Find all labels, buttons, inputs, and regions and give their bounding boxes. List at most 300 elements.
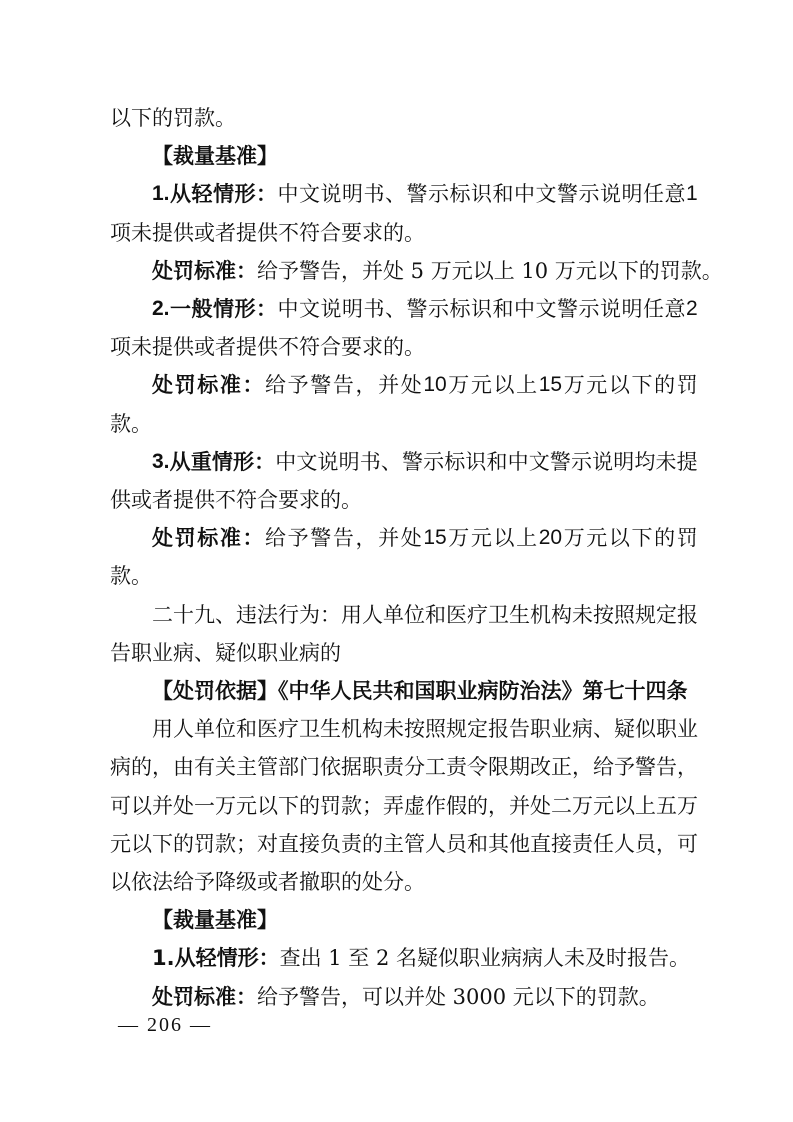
text-run: 款。	[110, 411, 152, 436]
text-run: 构	[362, 717, 383, 742]
text-run: 中	[277, 297, 299, 321]
text-run: 警	[549, 449, 571, 474]
text-run: 以依法给予降级或者撤职的处分。	[110, 870, 425, 894]
text-run: 予	[614, 755, 635, 780]
bold-run: 罚	[174, 373, 196, 398]
text-run: 接	[551, 831, 572, 856]
text-run: 疑	[614, 717, 635, 742]
bold-run: 情	[213, 182, 235, 207]
text-run: 标	[449, 182, 471, 207]
text-run: 其	[488, 831, 509, 856]
text-run: 单	[194, 717, 215, 742]
bold-run: 从	[170, 182, 192, 207]
text-run: 书	[363, 297, 385, 321]
text-run: 二	[152, 602, 173, 627]
text-line	[110, 791, 698, 821]
text-line	[110, 409, 152, 439]
text-run: 警	[310, 373, 332, 398]
text-run: 以	[493, 526, 515, 551]
text-run: 意	[664, 182, 686, 207]
bold-run: 情	[211, 449, 233, 474]
text-run: 告	[656, 755, 677, 780]
text-run: 人	[173, 717, 194, 742]
text-run: 识	[471, 297, 493, 321]
text-run: 示	[423, 449, 445, 474]
text-run: 规	[446, 717, 467, 742]
bold-run: 标	[197, 526, 219, 551]
bold-run: 情	[213, 297, 235, 321]
text-run: 的	[654, 373, 676, 398]
text-run: 照	[614, 602, 635, 627]
text-run: 告	[332, 526, 354, 551]
text-run: 的	[173, 831, 194, 856]
text-run: 定	[467, 717, 488, 742]
text-run: 门	[299, 755, 320, 780]
text-run: 说	[600, 297, 622, 321]
text-run: 他	[509, 831, 530, 856]
text-run: 并	[378, 526, 400, 551]
text-run: 负	[320, 831, 341, 856]
text-line	[110, 218, 425, 248]
text-run: 接	[299, 831, 320, 856]
text-run: 和	[492, 182, 514, 207]
text-line	[152, 256, 723, 286]
text-run: 员	[446, 831, 467, 856]
text-run: 期	[509, 755, 530, 780]
text-run: 10	[423, 373, 447, 397]
text-line	[110, 561, 152, 591]
text-run: 病	[572, 717, 593, 742]
text-run: 说	[317, 449, 339, 474]
bold-run: 形	[233, 449, 255, 474]
text-run: 罚	[676, 526, 698, 551]
text-run: 令	[467, 755, 488, 780]
bold-run: ：	[242, 526, 264, 551]
text-run: 示	[571, 449, 593, 474]
text-run: 识	[465, 449, 487, 474]
text-run: 书	[359, 449, 381, 474]
text-run: 万	[563, 526, 585, 551]
text-run: 罚	[194, 831, 215, 856]
text-run: 警	[310, 526, 332, 551]
bold-run: 处罚标准：	[152, 984, 257, 1009]
text-run: 以	[608, 373, 630, 398]
text-run: 中	[514, 182, 536, 207]
text-line	[152, 676, 688, 706]
text-line	[152, 714, 698, 744]
text-run: 示	[428, 182, 450, 207]
text-run: 给	[265, 373, 287, 398]
text-run: 下	[152, 831, 173, 856]
text-run: ：	[320, 602, 341, 627]
text-run: 中	[277, 182, 299, 207]
text-run: 假	[446, 793, 467, 818]
text-run: 明	[338, 449, 360, 474]
text-run: ，	[572, 755, 593, 780]
text-run: 均	[634, 449, 656, 474]
bold-run: 一	[170, 297, 192, 321]
text-run: 1	[686, 182, 698, 206]
text-run: 予	[287, 526, 309, 551]
text-run: 为	[299, 602, 320, 627]
text-run: 中	[275, 449, 297, 474]
text-run: 用	[341, 602, 362, 627]
text-run: 以	[257, 793, 278, 818]
text-run: 按	[404, 717, 425, 742]
text-run: 直	[530, 831, 551, 856]
text-run: 任	[643, 182, 665, 207]
text-line	[110, 752, 698, 782]
text-line	[152, 905, 278, 935]
text-run: 明	[621, 182, 643, 207]
text-run: 病	[110, 755, 131, 780]
text-run: 明	[621, 297, 643, 321]
bold-run: ：	[242, 373, 264, 398]
text-run: 告职业病、疑似职业病的	[110, 640, 341, 665]
text-run: 说	[320, 297, 342, 321]
text-run: 以	[131, 831, 152, 856]
text-run: 中	[507, 449, 529, 474]
bold-run: 罚	[174, 526, 196, 551]
text-run: ，	[656, 831, 677, 856]
page-number: — 206 —	[118, 1014, 212, 1036]
text-run: 疗	[467, 602, 488, 627]
text-run: 下	[631, 526, 653, 551]
text-run: 处	[530, 793, 551, 818]
bold-run: ：	[256, 182, 278, 207]
text-run: ；	[362, 793, 383, 818]
text-run: 直	[278, 831, 299, 856]
text-run: 标	[449, 297, 471, 321]
bold-run: 1.从轻情形：	[152, 946, 280, 971]
text-run: 上	[516, 373, 538, 398]
text-run: 的	[362, 831, 383, 856]
text-run: 管	[404, 831, 425, 856]
text-run: 并	[378, 373, 400, 398]
bold-run: 处	[152, 373, 173, 398]
text-run: 、	[215, 602, 236, 627]
text-run: 说	[592, 449, 614, 474]
text-run: 明	[342, 182, 364, 207]
bold-run: 处罚标准：	[152, 258, 257, 283]
text-run: 文	[299, 182, 321, 207]
text-run: 供或者提供不符合要求的。	[110, 488, 362, 512]
text-run: 元	[586, 526, 608, 551]
text-line	[110, 332, 425, 362]
bold-run: 准	[219, 526, 241, 551]
text-run: 和	[492, 297, 514, 321]
text-run: 万	[677, 793, 698, 818]
text-run: 业	[677, 717, 698, 742]
text-run: 15	[423, 526, 447, 550]
text-run: 处	[400, 526, 422, 551]
text-run: 责	[383, 755, 404, 780]
text-run: 对	[257, 831, 278, 856]
text-run: 限	[488, 755, 509, 780]
text-run: 文	[299, 297, 321, 321]
text-line	[152, 141, 278, 171]
text-run: 工	[425, 755, 446, 780]
text-run: 依	[320, 755, 341, 780]
text-line	[152, 523, 698, 553]
text-run: ，	[355, 526, 377, 551]
bold-run: 准	[219, 373, 241, 398]
text-run: 责	[572, 831, 593, 856]
text-run: 元	[586, 373, 608, 398]
text-run: 的	[467, 793, 488, 818]
text-run: 和	[467, 831, 488, 856]
text-run: 任	[593, 831, 614, 856]
text-run: ，	[355, 373, 377, 398]
text-run: 未	[383, 717, 404, 742]
text-run: 位	[215, 717, 236, 742]
text-run: 警	[406, 297, 428, 321]
text-run: 明	[342, 297, 364, 321]
text-run: 警	[406, 182, 428, 207]
text-run: 可	[677, 831, 698, 856]
bold-run: 标	[197, 373, 219, 398]
text-run: 元	[236, 793, 257, 818]
text-run: 款	[215, 831, 236, 856]
text-run: 位	[404, 602, 425, 627]
text-run: 人	[614, 831, 635, 856]
text-run: 有	[194, 755, 215, 780]
text-run: 和	[486, 449, 508, 474]
text-run: 和	[425, 602, 446, 627]
text-run: 似	[635, 717, 656, 742]
text-run: 书	[363, 182, 385, 207]
bold-run: 处	[152, 526, 173, 551]
text-run: 医	[257, 717, 278, 742]
text-run: 作	[425, 793, 446, 818]
text-run: 15	[538, 373, 563, 397]
text-run: 职	[656, 717, 677, 742]
text-run: 标	[444, 449, 466, 474]
text-run: 由	[173, 755, 194, 780]
text-run: 以	[131, 793, 152, 818]
text-line	[110, 485, 362, 515]
text-run: 查出 1 至 2 名疑似职业病病人未及时报告。	[279, 946, 691, 971]
text-run: 警	[557, 182, 579, 207]
text-run: 给	[593, 755, 614, 780]
text-run: ，	[152, 755, 173, 780]
bold-run: 【裁量基准】	[152, 144, 278, 169]
text-run: 元	[110, 831, 131, 856]
text-run: 人	[425, 831, 446, 856]
bold-run: 重	[190, 449, 212, 474]
text-run: 元	[593, 793, 614, 818]
text-run: 给予警告，并处 5 万元以上 10 万元以下的罚款。	[257, 258, 723, 283]
bold-run: 1.	[152, 182, 170, 206]
text-run: 以下的罚款。	[110, 106, 236, 130]
bold-run: 般	[191, 297, 213, 321]
text-run: 的	[654, 526, 676, 551]
bold-run: 【裁量基准】	[152, 908, 278, 933]
bold-run: 【处罚依据】《中华人民共和国职业病防治法》第七十四条	[152, 679, 688, 703]
text-run: 给予警告，可以并处 3000 元以下的罚款。	[257, 984, 660, 1009]
bold-run: 形	[234, 297, 256, 321]
text-run: 行	[278, 602, 299, 627]
text-run: 报	[677, 602, 698, 627]
text-run: 款	[341, 793, 362, 818]
text-run: 单	[383, 602, 404, 627]
text-run: 明	[613, 449, 635, 474]
text-run: 告	[509, 717, 530, 742]
text-run: 警	[635, 755, 656, 780]
text-run: 项未提供或者提供不符合要求的。	[110, 220, 425, 245]
text-run: 管	[257, 755, 278, 780]
text-run: 示	[578, 297, 600, 321]
text-run: 一	[194, 793, 215, 818]
text-run: 部	[278, 755, 299, 780]
text-run: 文	[535, 182, 557, 207]
text-run: 示	[578, 182, 600, 207]
text-run: 九	[194, 602, 215, 627]
text-run: 罚	[676, 373, 698, 398]
text-run: 疗	[278, 717, 299, 742]
text-run: 告	[332, 373, 354, 398]
text-run: 文	[296, 449, 318, 474]
text-run: 的	[131, 755, 152, 780]
text-run: 业	[551, 717, 572, 742]
text-run: 说	[320, 182, 342, 207]
text-run: 以	[608, 526, 630, 551]
bold-run: 形	[234, 182, 256, 207]
bold-run: 3.	[152, 449, 170, 473]
bold-run: ：	[254, 449, 276, 474]
text-run: 改	[530, 755, 551, 780]
text-run: 元	[470, 373, 492, 398]
text-run: 警	[402, 449, 424, 474]
text-run: 生	[320, 717, 341, 742]
text-run: 和	[236, 717, 257, 742]
text-run: 五	[656, 793, 677, 818]
text-run: 主	[383, 831, 404, 856]
text-run: 十	[173, 602, 194, 627]
text-run: ；	[236, 831, 257, 856]
text-run: 法	[257, 602, 278, 627]
text-run: 据	[341, 755, 362, 780]
text-line	[152, 982, 660, 1012]
text-run: 机	[341, 717, 362, 742]
text-run: 20	[538, 526, 563, 550]
text-run: 机	[530, 602, 551, 627]
text-run: 职	[530, 717, 551, 742]
text-run: 以	[614, 793, 635, 818]
text-run: 处	[173, 793, 194, 818]
text-run: 、	[385, 182, 407, 207]
text-line	[110, 638, 341, 668]
text-run: 责	[341, 831, 362, 856]
text-run: 的	[299, 793, 320, 818]
text-run: 意	[664, 297, 686, 321]
text-run: 正	[551, 755, 572, 780]
text-run: 予	[287, 373, 309, 398]
text-run: 万	[448, 373, 470, 398]
text-run: 中	[514, 297, 536, 321]
text-run: 文	[535, 297, 557, 321]
bold-run: 轻	[191, 182, 213, 207]
text-run: 未	[655, 449, 677, 474]
text-run: 处	[400, 373, 422, 398]
text-run: 弄	[383, 793, 404, 818]
text-run: 主	[236, 755, 257, 780]
text-line	[152, 943, 690, 973]
text-line	[152, 600, 698, 630]
text-run: 文	[528, 449, 550, 474]
text-run: 上	[516, 526, 538, 551]
text-run: 关	[215, 755, 236, 780]
text-run: 万	[448, 526, 470, 551]
text-line	[152, 294, 698, 324]
text-run: 员	[635, 831, 656, 856]
text-run: 未	[572, 602, 593, 627]
text-run: 用	[152, 717, 173, 742]
text-run: 可	[110, 793, 131, 818]
text-run: 定	[656, 602, 677, 627]
text-run: 识	[471, 182, 493, 207]
text-line	[110, 829, 698, 859]
text-run: 违	[236, 602, 257, 627]
text-run: 照	[425, 717, 446, 742]
text-run: 、	[593, 717, 614, 742]
text-run: 卫	[488, 602, 509, 627]
text-run: 万	[215, 793, 236, 818]
text-run: 报	[488, 717, 509, 742]
text-run: 分	[404, 755, 425, 780]
text-run: 职	[362, 755, 383, 780]
text-run: 卫	[299, 717, 320, 742]
bold-run: 2.	[152, 297, 170, 320]
text-run: 下	[278, 793, 299, 818]
text-run: 说	[600, 182, 622, 207]
text-run: 并	[152, 793, 173, 818]
text-run: 、	[385, 297, 407, 321]
bold-run: ：	[256, 297, 278, 321]
text-run: 构	[551, 602, 572, 627]
text-line	[152, 447, 698, 477]
text-run: 按	[593, 602, 614, 627]
text-run: 2	[686, 297, 698, 320]
text-run: 给	[265, 526, 287, 551]
text-run: 罚	[320, 793, 341, 818]
text-line	[152, 370, 698, 400]
text-run: 警	[557, 297, 579, 321]
text-run: 、	[380, 449, 402, 474]
text-run: 生	[509, 602, 530, 627]
text-run: 示	[428, 297, 450, 321]
text-run: 人	[362, 602, 383, 627]
text-run: 医	[446, 602, 467, 627]
text-run: 规	[635, 602, 656, 627]
text-run: 下	[631, 373, 653, 398]
text-run: 虚	[404, 793, 425, 818]
text-run: 上	[635, 793, 656, 818]
text-line	[110, 103, 236, 133]
text-run: 责	[446, 755, 467, 780]
text-line	[152, 179, 698, 209]
text-run: 并	[509, 793, 530, 818]
text-run: 万	[563, 373, 585, 398]
text-run: 元	[470, 526, 492, 551]
text-line	[110, 867, 425, 897]
text-run: 万	[572, 793, 593, 818]
text-run: 提	[676, 449, 698, 474]
text-run: 项未提供或者提供不符合要求的。	[110, 335, 425, 360]
text-run: ，	[488, 793, 509, 818]
text-run: 款。	[110, 564, 152, 589]
text-run: 任	[643, 297, 665, 321]
